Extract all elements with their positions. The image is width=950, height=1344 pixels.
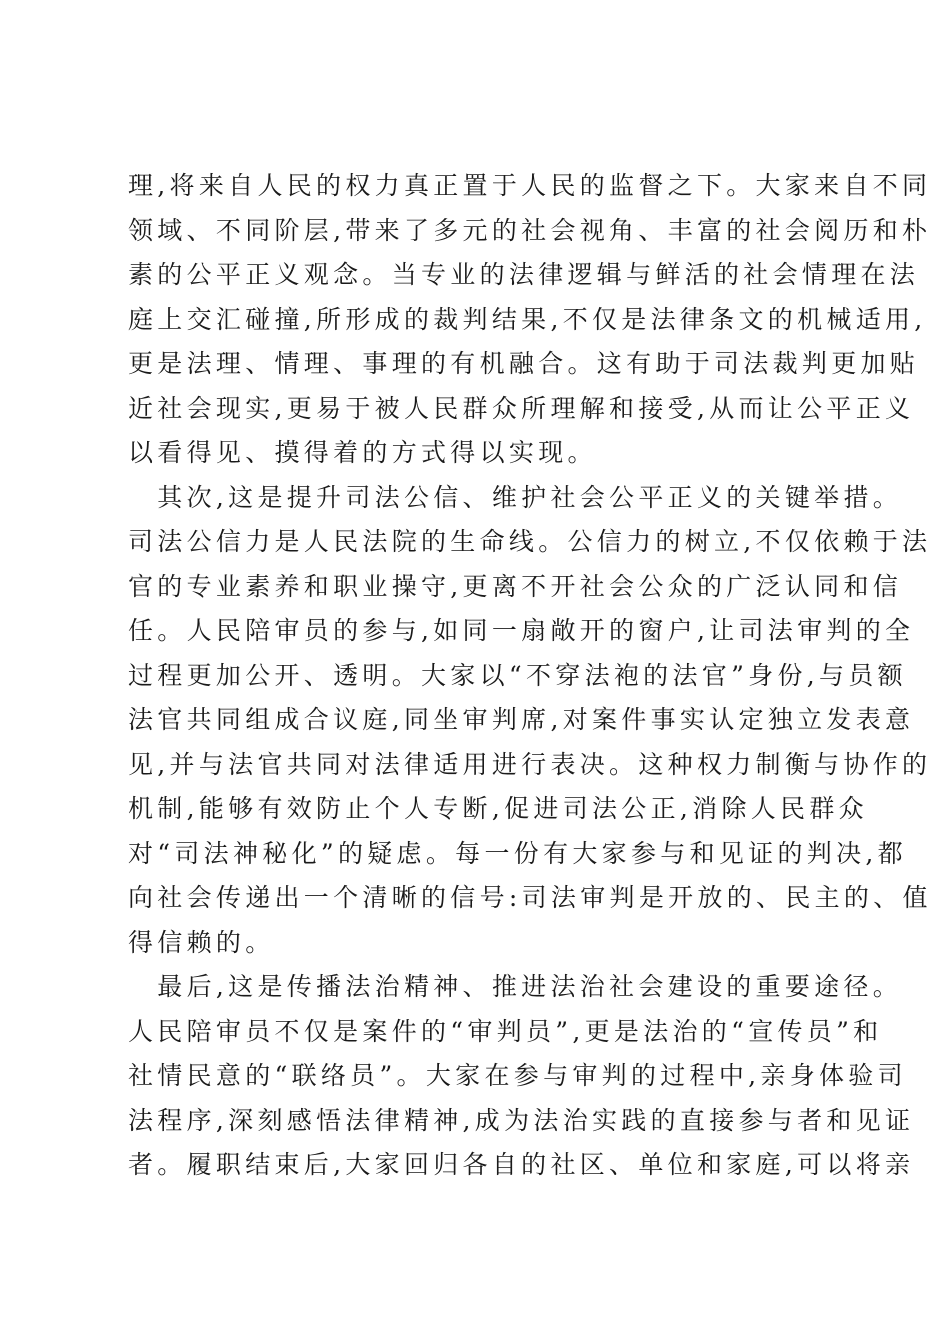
text-line: 法程序,深刻感悟法律精神,成为法治实践的直接参与者和见证 [128, 1105, 915, 1135]
text-line: 社情民意的“联络员”。大家在参与审判的过程中,亲身体验司 [128, 1061, 907, 1090]
text-line: 理,将来自人民的权力真正置于人民的监督之下。大家来自不同 [128, 171, 932, 200]
text-line: 素的公平正义观念。当专业的法律逻辑与鲜活的社会情理在法 [128, 260, 920, 289]
text-line: 更是法理、情理、事理的有机融合。这有助于司法裁判更加贴 [128, 349, 920, 378]
paragraph-start-line: 最后,这是传播法治精神、推进法治社会建设的重要途径。 [128, 972, 903, 1001]
text-line: 机制,能够有效防止个人专断,促进司法公正,消除人民群众 [128, 794, 868, 823]
text-line: 人民陪审员不仅是案件的“审判员”,更是法治的“宣传员”和 [128, 1016, 883, 1046]
text-line: 任。人民陪审员的参与,如同一扇敞开的窗户,让司法审判的全 [128, 616, 915, 645]
text-line: 司法公信力是人民法院的生命线。公信力的树立,不仅依赖于法 [128, 527, 932, 556]
text-line: 者。履职结束后,大家回归各自的社区、单位和家庭,可以将亲 [128, 1150, 915, 1179]
paragraph-start-line: 其次,这是提升司法公信、维护社会公平正义的关键举措。 [128, 482, 903, 512]
text-line: 法官共同组成合议庭,同坐审判席,对案件事实认定独立发表意 [128, 705, 915, 734]
text-line: 向社会传递出一个清晰的信号:司法审判是开放的、民主的、值 [128, 883, 932, 912]
text-line: 对“司法神秘化”的疑虑。每一份有大家参与和见证的判决,都 [128, 838, 907, 868]
text-line: 庭上交汇碰撞,所形成的裁判结果,不仅是法律条文的机械适用, [128, 304, 927, 334]
text-line: 官的专业素养和职业操守,更离不开社会公众的广泛认同和信 [128, 571, 903, 601]
text-line: 得信赖的。 [128, 927, 275, 957]
text-line: 领域、不同阶层,带来了多元的社会视角、丰富的社会阅历和朴 [128, 215, 932, 245]
text-line: 见,并与法官共同对法律适用进行表决。这种权力制衡与协作的 [128, 749, 932, 779]
body-text [128, 164, 932, 1188]
text-line: 以看得见、摸得着的方式得以实现。 [128, 438, 597, 467]
text-line: 近社会现实,更易于被人民群众所理解和接受,从而让公平正义 [128, 393, 915, 423]
text-line: 过程更加公开、透明。大家以“不穿法袍的法官”身份,与员额 [128, 660, 907, 690]
